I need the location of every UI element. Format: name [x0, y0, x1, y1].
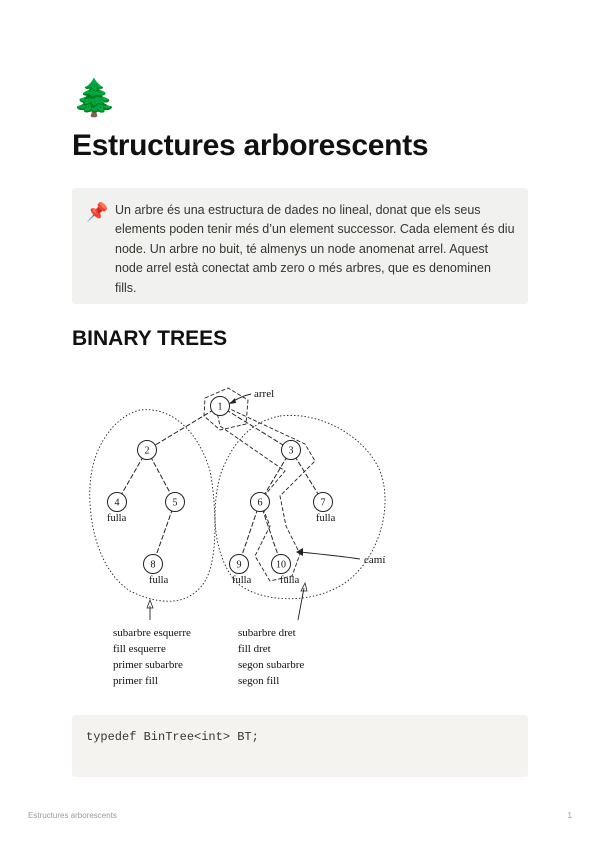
right-subtree-arrow [298, 588, 304, 620]
leaf-label: fulla [280, 575, 300, 586]
left-caption-line: subarbre esquerre [113, 627, 191, 639]
footer-page-number: 1 [567, 811, 572, 820]
left-caption-line: fill esquerre [113, 643, 166, 655]
section-heading: BINARY TREES [72, 327, 228, 350]
right-caption-line: fill dret [238, 643, 271, 655]
node-label: 4 [114, 497, 120, 509]
node-label: 6 [257, 497, 263, 509]
footer-title: Estructures arborescents [28, 811, 117, 820]
path-arrow [300, 552, 360, 559]
code-text: typedef BinTree<int> BT; [86, 730, 259, 744]
node-label: 9 [236, 559, 242, 571]
node-label: 1 [217, 401, 223, 413]
left-caption-line: primer fill [113, 675, 158, 687]
edge-1-2 [147, 406, 220, 450]
callout-text: Un arbre és una estructura de dades no lineal, donat que els seus elements poden tenir més d’un element successor. Cada element és diu node. Un arbre no buit, té almenys un node anomenat arrel. Aquest node arrel està conectat amb zero o més arbres, que es denominen fills. [115, 203, 515, 295]
root-arrowhead [229, 398, 236, 404]
node-label: 10 [276, 559, 286, 571]
left-caption-line: primer subarbre [113, 659, 183, 671]
root-label: arrel [254, 388, 275, 400]
leaf-label: fulla [232, 575, 252, 586]
binary-tree-figure [80, 376, 400, 696]
right-caption-line: subarbre dret [238, 627, 296, 639]
right-caption-line: segon fill [238, 675, 280, 687]
code-block [72, 715, 528, 777]
leaf-label: fulla [107, 513, 127, 524]
node-label: 2 [144, 445, 150, 457]
page-title: Estructures arborescents [72, 129, 429, 162]
evergreen-tree-icon: 🌲 [72, 77, 117, 118]
callout [72, 188, 528, 304]
binary-tree-diagram [80, 376, 400, 696]
node-label: 8 [150, 559, 156, 571]
pushpin-icon: 📌 [86, 202, 109, 222]
node-label: 7 [320, 497, 326, 509]
leaf-label: fulla [149, 575, 169, 586]
path-label: camí [364, 554, 386, 566]
edge-1-3 [220, 406, 291, 450]
leaf-label: fulla [316, 513, 336, 524]
right-caption-line: segon subarbre [238, 659, 305, 671]
node-label: 5 [172, 497, 178, 509]
node-label: 3 [288, 445, 294, 457]
